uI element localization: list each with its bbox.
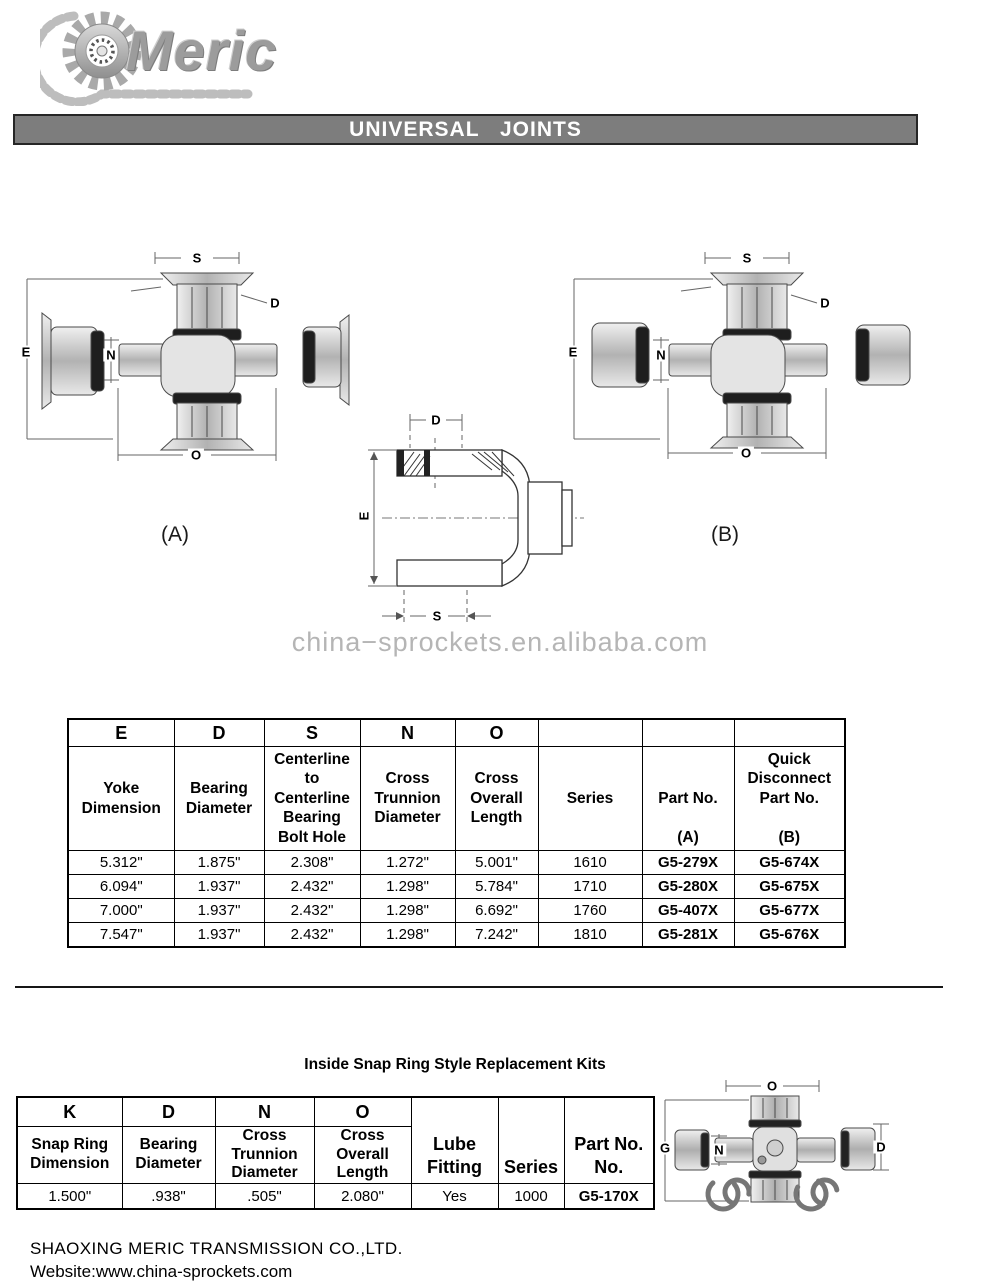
part-no-sub-b: (B) [778,828,801,846]
col-bearing-diameter: Bearing Diameter [122,1127,215,1184]
dim-g-label: G [657,1142,673,1155]
cell: .938" [122,1184,215,1210]
col-code-s: S [264,719,360,747]
cell-part-no: G5-677X [734,899,845,923]
cell: 1.937" [174,923,264,948]
part-no-label-line2: No. [594,1156,624,1177]
dim-s-label: S [190,252,205,265]
col-code-d: D [174,719,264,747]
cell-part-no: G5-170X [564,1184,654,1210]
diagram-b-universal-joint [560,243,940,546]
cell-part-no: G5-279X [642,851,734,875]
cell: 7.547" [68,923,174,948]
cell-part-no: G5-675X [734,875,845,899]
dim-o-label: O [764,1080,780,1093]
watermark-text: china−sprockets.en.alibaba.com [291,627,709,657]
col-code-e: E [68,719,174,747]
bearing-cup-right [303,315,349,405]
col-code-n: N [360,719,455,747]
cell: 5.001" [455,851,538,875]
col-centerline-bolt-hole: Centerline to Centerline Bearing Bolt Hole [264,747,360,851]
col-part-no-a [642,747,734,851]
cell-part-no: G5-676X [734,923,845,948]
cell: 1760 [538,899,642,923]
section-divider [15,986,943,988]
col-bearing-diameter: Bearing Diameter [174,747,264,851]
dim-d-label: D [873,1141,888,1154]
cell: 1.298" [360,923,455,948]
dim-o-label: O [188,449,204,462]
dim-s-label: S [430,610,445,623]
cell-part-no: G5-674X [734,851,845,875]
col-cross-overall-length: Cross Overall Length [455,747,538,851]
cell: 7.242" [455,923,538,948]
cell: 1000 [498,1184,564,1210]
cell: 2.308" [264,851,360,875]
cell: 6.692" [455,899,538,923]
dim-d-label: D [267,297,282,310]
diagram-snap-ring-kit [655,1068,945,1238]
dim-n-label: N [103,349,118,362]
col-lube-fitting [411,1097,498,1184]
table-row [17,1184,654,1210]
col-quick-disconnect-b [734,747,845,851]
cell: .505" [215,1184,314,1210]
meric-logo [40,4,280,106]
bearing-cup-left [592,323,649,387]
col-series: Series [538,747,642,851]
bearing-cup-left [42,313,104,409]
col-code-empty [642,719,734,747]
part-no-label: Part No. [658,789,718,807]
cell-part-no: G5-407X [642,899,734,923]
cell: 1.937" [174,899,264,923]
dim-e-label: E [358,509,371,524]
cell: 2.432" [264,899,360,923]
cell: 1.298" [360,899,455,923]
yoke-drawing [352,398,607,638]
col-code-d: D [122,1097,215,1127]
cell: 6.094" [68,875,174,899]
dim-s-label: S [740,252,755,265]
dim-n-label: N [711,1144,726,1157]
col-series [498,1097,564,1184]
col-code-n: N [215,1097,314,1127]
table-row [68,875,845,899]
diagram-b-caption: (B) [711,523,739,546]
footer-company-name: SHAOXING MERIC TRANSMISSION CO.,LTD. [30,1239,403,1258]
cell: 1710 [538,875,642,899]
cell: 1.272" [360,851,455,875]
quick-disconnect-label: Quick Disconnect Part No. [747,751,832,807]
table-row [68,719,845,747]
col-code-o: O [455,719,538,747]
table-row [68,899,845,923]
cell: 1.875" [174,851,264,875]
cell: 7.000" [68,899,174,923]
col-cross-trunnion-diameter: Cross Trunnion Diameter [360,747,455,851]
footer-website-url: Website:www.china-sprockets.com [30,1262,293,1281]
col-cross-overall-length: Cross Overall Length [314,1127,411,1184]
dim-n-label: N [653,349,668,362]
cell: 2.080" [314,1184,411,1210]
table-row [68,923,845,948]
joint-cross-body [119,273,277,450]
cell: 2.432" [264,923,360,948]
cell: 1810 [538,923,642,948]
lube-label-line1: Lube [433,1134,476,1154]
col-code-o: O [314,1097,411,1127]
table-row [68,747,845,851]
bearing-cup-right [856,325,910,385]
diagram-a-universal-joint [15,243,355,548]
col-cross-trunnion-diameter: Cross Trunnion Diameter [215,1127,314,1184]
part-no-sub-a: (A) [677,828,699,846]
dim-e-label: E [566,346,581,359]
universal-joint-drawing [15,243,355,548]
kits-section-title: Inside Snap Ring Style Replacement Kits [304,1056,606,1073]
col-yoke-dimension: Yoke Dimension [68,747,174,851]
lube-label-line2: Fitting [427,1156,482,1177]
snap-ring-kit-drawing [655,1068,945,1238]
col-code-empty [734,719,845,747]
table-row [68,851,845,875]
dim-o-label: O [738,447,754,460]
cell: 2.432" [264,875,360,899]
col-code-k: K [17,1097,122,1127]
diagram-yoke-end [352,398,607,638]
universal-joints-spec-table [67,718,846,948]
brand-wordmark: Meric [126,19,278,82]
col-code-empty [538,719,642,747]
section-header-bar [13,114,918,145]
col-snap-ring-dimension: Snap Ring Dimension [17,1127,122,1184]
cell: 1610 [538,851,642,875]
part-no-label-line1: Part No. [574,1134,644,1154]
dim-d-label: D [817,297,832,310]
dim-e-label: E [19,346,34,359]
table-row [17,1097,654,1127]
col-part-no [564,1097,654,1184]
dim-d-label: D [428,414,443,427]
cell: 1.500" [17,1184,122,1210]
cell: 1.298" [360,875,455,899]
cell: 5.784" [455,875,538,899]
cell: 5.312" [68,851,174,875]
cell: 1.937" [174,875,264,899]
page-title: UNIVERSAL JOINTS [349,117,582,141]
kit-joint [675,1096,875,1202]
cell-part-no: G5-281X [642,923,734,948]
universal-joint-drawing [560,243,940,543]
snap-ring-kits-table [16,1096,655,1210]
cell-part-no: G5-280X [642,875,734,899]
cell: Yes [411,1184,498,1210]
series-label: Series [503,1156,559,1177]
diagram-a-caption: (A) [161,523,189,546]
